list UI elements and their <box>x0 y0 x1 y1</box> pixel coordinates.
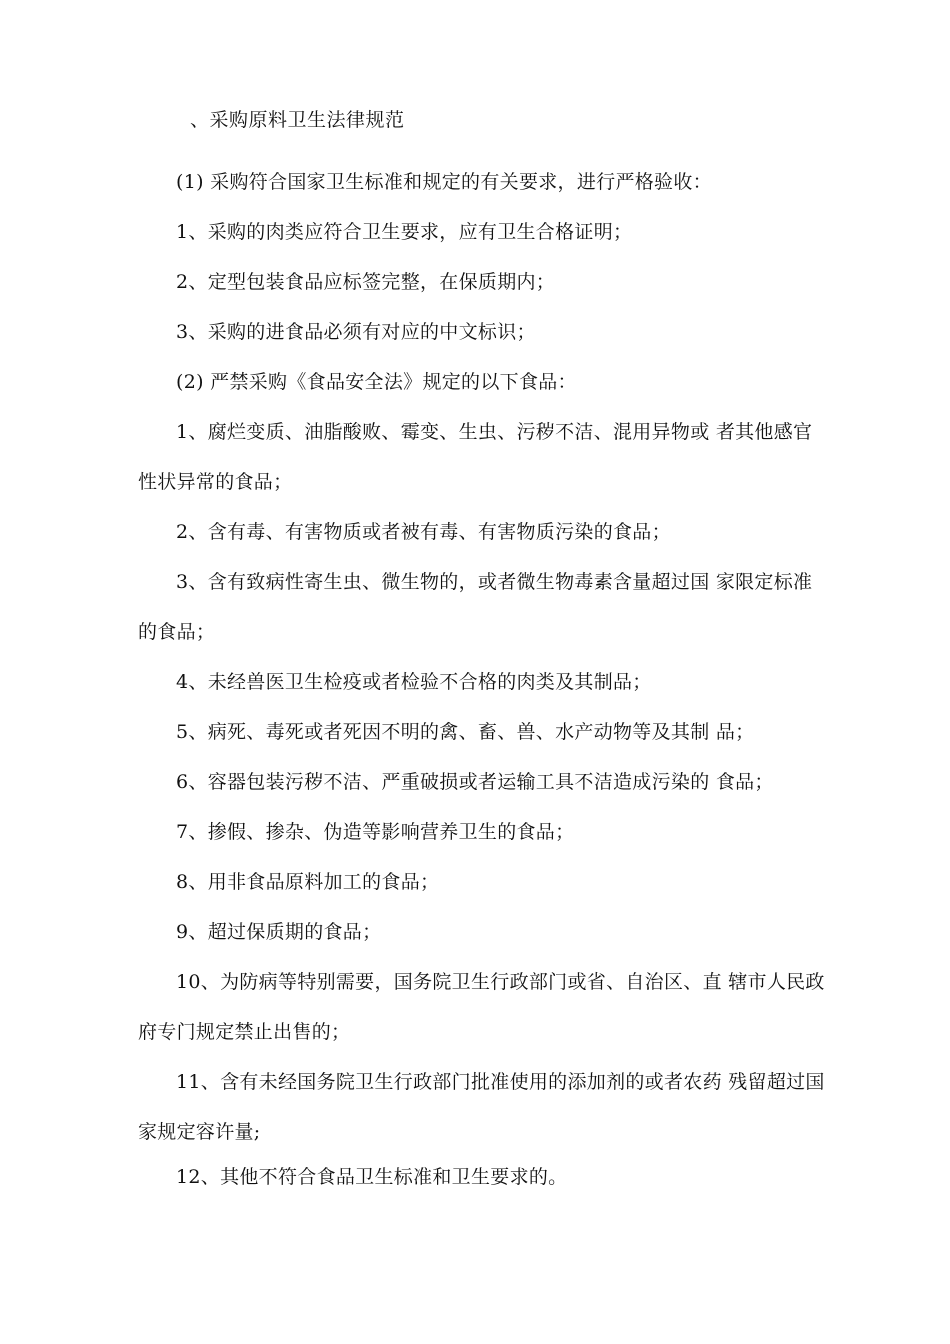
paragraph-5: (2) 严禁采购《食品安全法》规定的以下食品： <box>176 371 577 393</box>
paragraph-11: 6、容器包装污秽不洁、严重破损或者运输工具不洁造成污染的 食品； <box>176 771 774 793</box>
paragraph-16: 11、含有未经国务院卫生行政部门批准使用的添加剂的或者农药 残留超过国家规定容许量; <box>138 1071 825 1143</box>
document-body <box>138 157 828 1197</box>
paragraph-3: 2、定型包装食品应标签完整，在保质期内； <box>176 271 556 293</box>
paragraph-6: 1、腐烂变质、油脂酸败、霉变、生虫、污秽不洁、混用异物或 者其他感官性状异常的食品； <box>138 421 813 493</box>
paragraph-17: 12、其他不符合食品卫生标准和卫生要求的。 <box>176 1166 568 1188</box>
paragraph-2: 1、采购的肉类应符合卫生要求，应有卫生合格证明； <box>176 221 633 243</box>
paragraph-10: 5、病死、毒死或者死因不明的禽、畜、兽、水产动物等及其制 品； <box>176 721 755 743</box>
paragraph-14: 9、超过保质期的食品； <box>176 921 382 943</box>
paragraph-7: 2、含有毒、有害物质或者被有毒、有害物质污染的食品； <box>176 521 671 543</box>
paragraph-4: 3、采购的进食品必须有对应的中文标识； <box>176 321 536 343</box>
paragraph-1: (1) 采购符合国家卫生标准和规定的有关要求，进行严格验收： <box>176 171 712 193</box>
paragraph-12: 7、掺假、掺杂、伪造等影响营养卫生的食品； <box>176 821 575 843</box>
paragraph-15: 10、为防病等特别需要，国务院卫生行政部门或省、自治区、直 辖市人民政府专门规定禁止出售的； <box>138 971 825 1043</box>
paragraph-13: 8、用非食品原料加工的食品； <box>176 871 440 893</box>
paragraph-9: 4、未经兽医卫生检疫或者检验不合格的肉类及其制品； <box>176 671 652 693</box>
paragraph-8: 3、含有致病性寄生虫、微生物的，或者微生物毒素含量超过国 家限定标准的食品； <box>138 571 813 643</box>
section-title: 、采购原料卫生法律规范 <box>190 109 405 131</box>
